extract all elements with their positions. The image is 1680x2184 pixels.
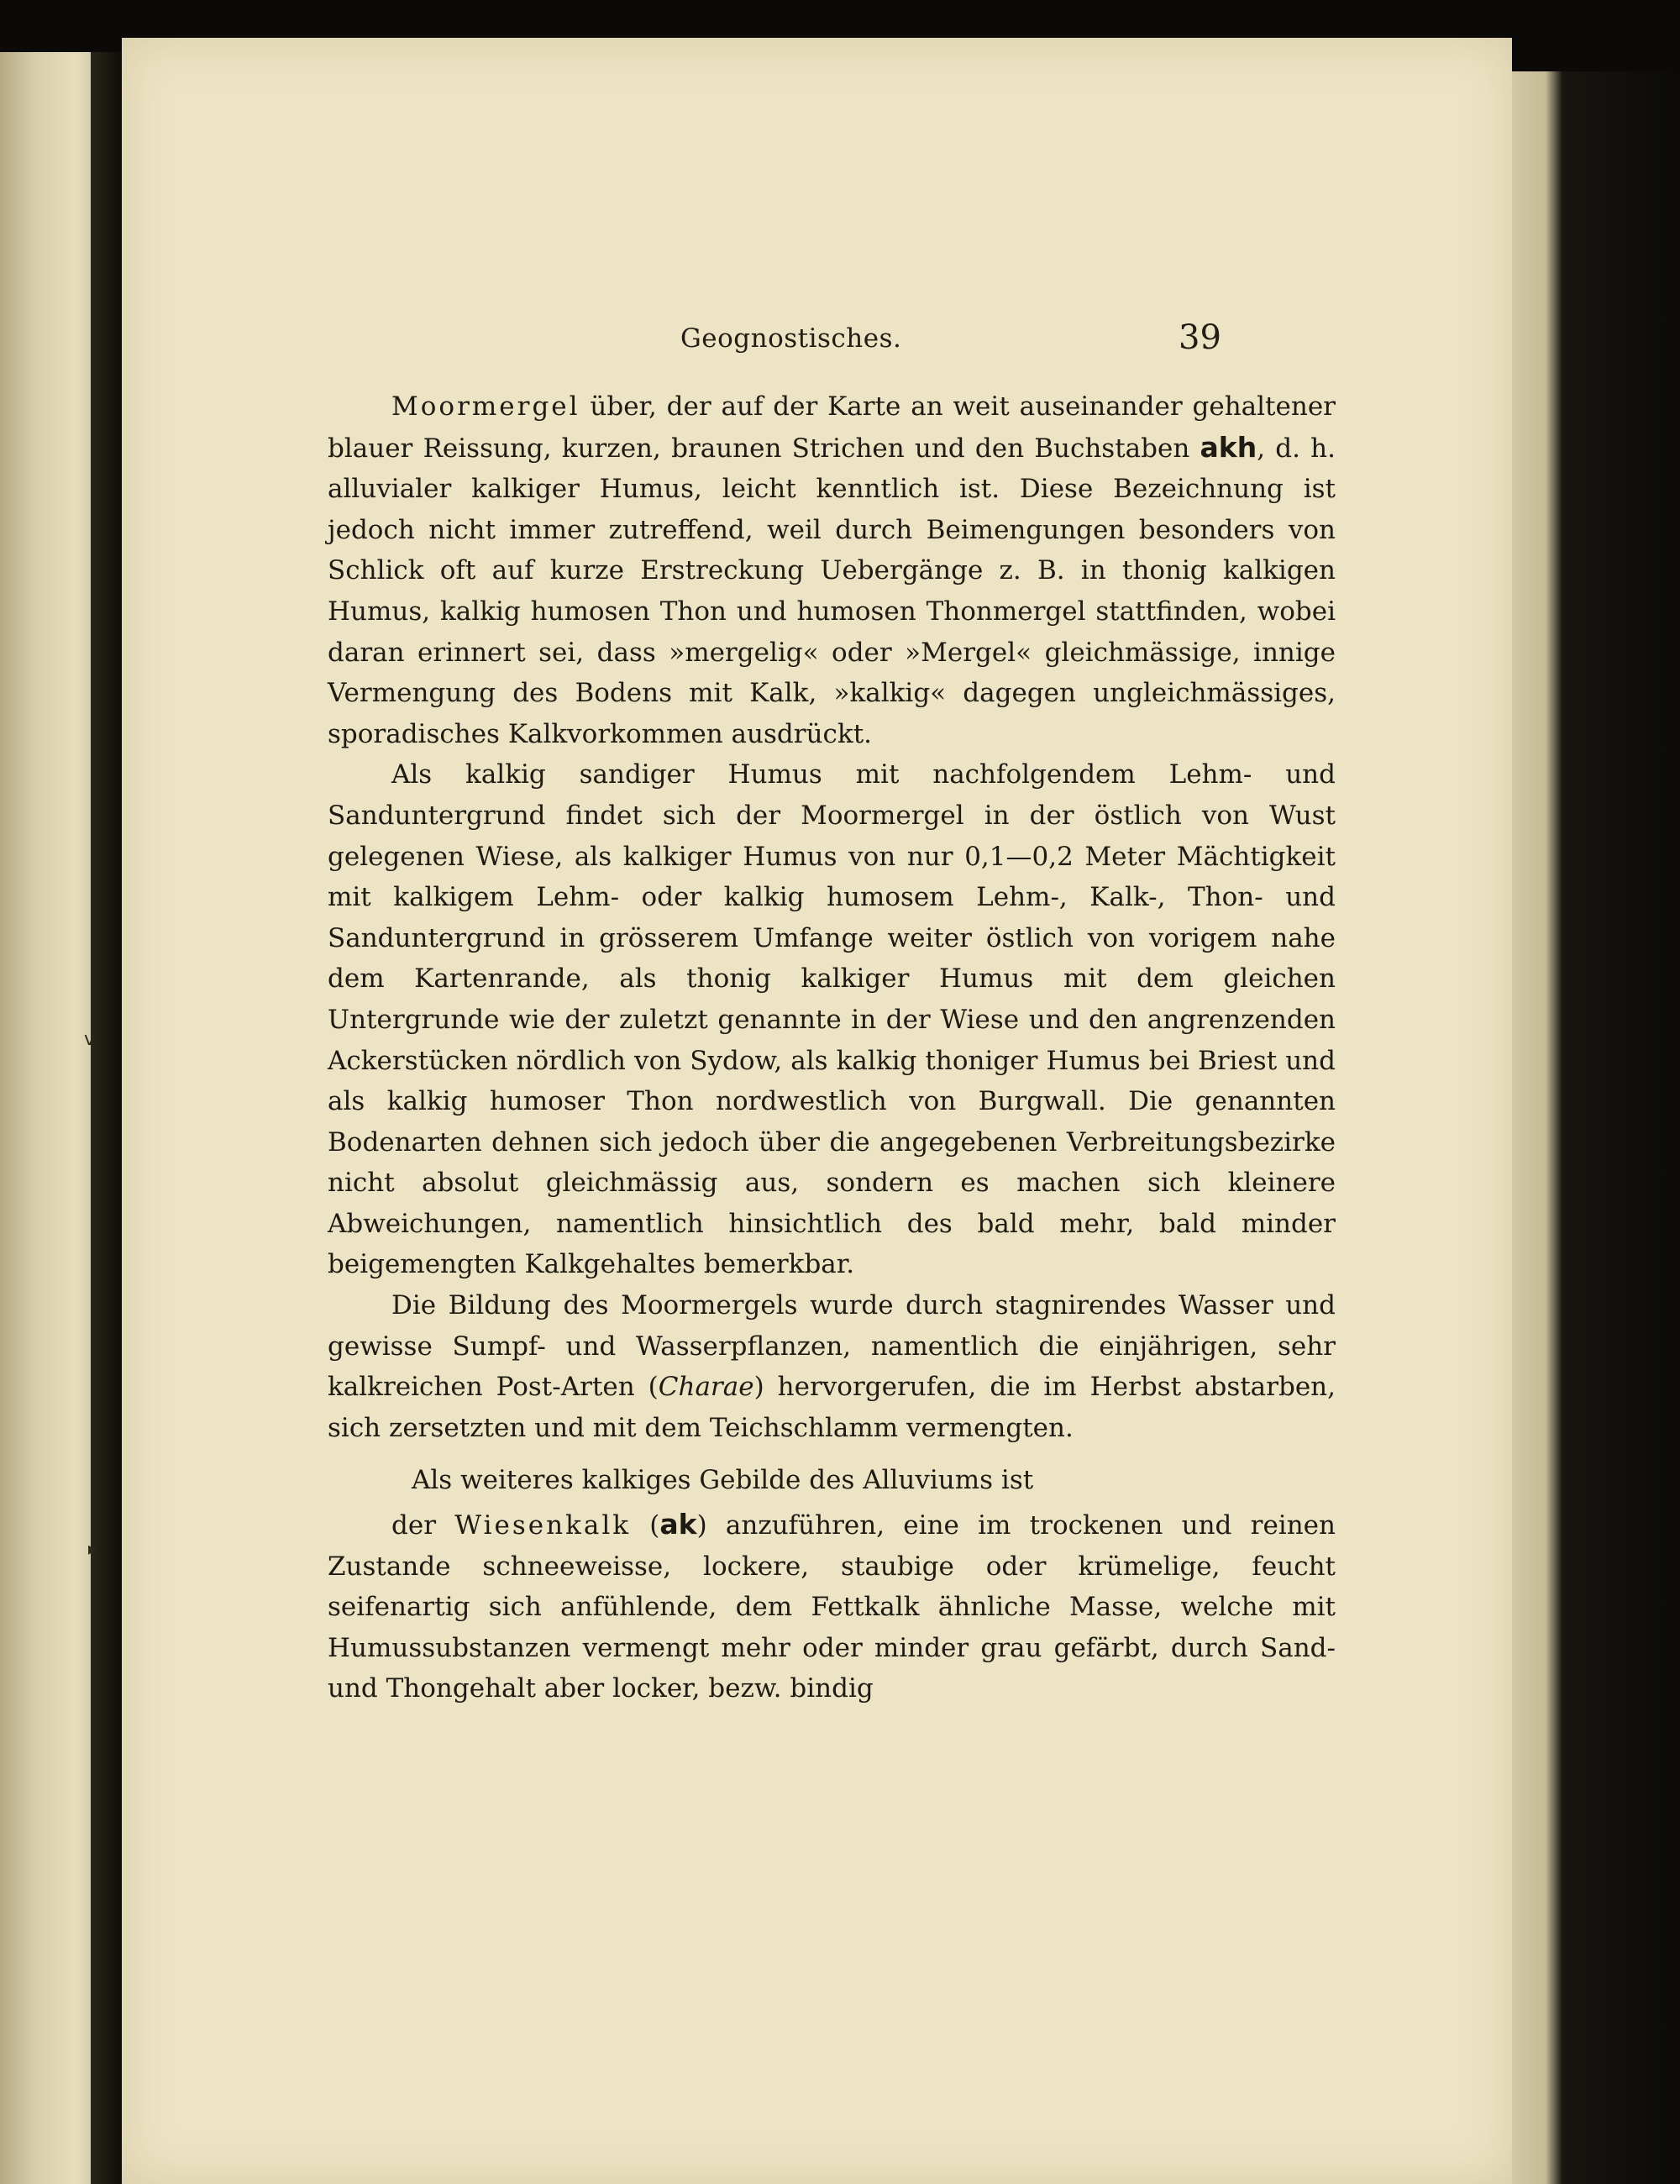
map-symbol-akh: akh — [1200, 430, 1257, 464]
book-page — [122, 38, 1512, 2184]
margin-mark: ▸ — [88, 1539, 98, 1560]
page-header — [122, 318, 1512, 365]
book-edge-right — [1512, 71, 1680, 2184]
paragraph-moormergel: Moormergel über, der auf der Karte an weit auseinander gehaltener blauer Reissung, kurzen, braunen Strichen und den Buchstaben akh, d. h. alluvialer kalkiger Humus, leicht kenntlich ist. Diese Bezeichnung ist jedoch nicht immer zutreffend, weil durch Beimengungen besonders von Schlick oft auf kurze Erstreckung Uebergänge z. B. in thonig kalkigen Humus, kalkig humosen Thon und humosen Thonmergel stattfinden, wobei daran erinnert sei, dass »mergelig« oder »Mergel« gleichmässige, innige Vermengung des Bodens mit Kalk, »kalkig« dagegen ungleichmässiges, sporadisches Kalkvorkommen ausdrückt. — [328, 391, 1336, 749]
term-moormergel: Moormergel — [391, 391, 580, 422]
paragraph-wiesenkalk: der Wiesenkalk (ak) anzuführen, eine im trockenen und reinen Zustande schneeweisse, lockere, staubige oder krümelige, feucht seifenartig sich anfühlende, dem Fettkalk ähnliche Masse, welche mit Humussubstanzen vermengt mehr oder minder grau gefärbt, durch Sand- und Thongehalt aber locker, bezw. bindig — [328, 1508, 1336, 1704]
map-symbol-ak: ak — [659, 1508, 697, 1541]
term-wiesenkalk: Wiesenkalk — [454, 1510, 632, 1541]
gutter-shadow — [91, 52, 126, 2184]
body-text — [328, 386, 1336, 1709]
running-head: Geognostisches. — [680, 323, 902, 354]
margin-mark: v — [84, 1029, 96, 1050]
facing-page-edge — [0, 52, 101, 2184]
taxon-charae: Charae — [658, 1372, 754, 1403]
section-intro-line: Als weiteres kalkiges Gebilde des Alluviums ist — [412, 1465, 1034, 1496]
paragraph-formation: Die Bildung des Moormergels wurde durch stagnirendes Wasser und gewisse Sumpf- und Wasserpflanzen, namentlich die einjährigen, sehr kalkreichen Post-Arten (Charae) hervorgerufen, die im Herbst abstarben, sich zersetzten und mit dem Teichschlamm vermengten. — [328, 1290, 1336, 1443]
paragraph-distribution: Als kalkig sandiger Humus mit nachfolgendem Lehm- und Sanduntergrund findet sich der Moormergel in der östlich von Wust gelegenen Wiese, als kalkiger Humus von nur 0,1—0,2 Meter Mächtigkeit mit kalkigem Lehm- oder kalkig humosem Lehm-, Kalk-, Thon- und Sanduntergrund in grösserem Umfange weiter östlich von vorigem nahe dem Kartenrande, als thonig kalkiger Humus mit dem gleichen Untergrunde wie der zuletzt genannte in der Wiese und den angrenzenden Ackerstücken nördlich von Sydow, als kalkig thoniger Humus bei Briest und als kalkig humoser Thon nordwestlich von Burgwall. Die genannten Bodenarten dehnen sich jedoch über die angegebenen Verbreitungsbezirke nicht absolut gleichmässig aus, sondern es machen sich kleinere Abweichungen, namentlich hinsichtlich des bald mehr, bald minder beigemengten Kalkgehaltes bemerkbar. — [328, 759, 1336, 1280]
page-number: 39 — [1179, 318, 1221, 357]
